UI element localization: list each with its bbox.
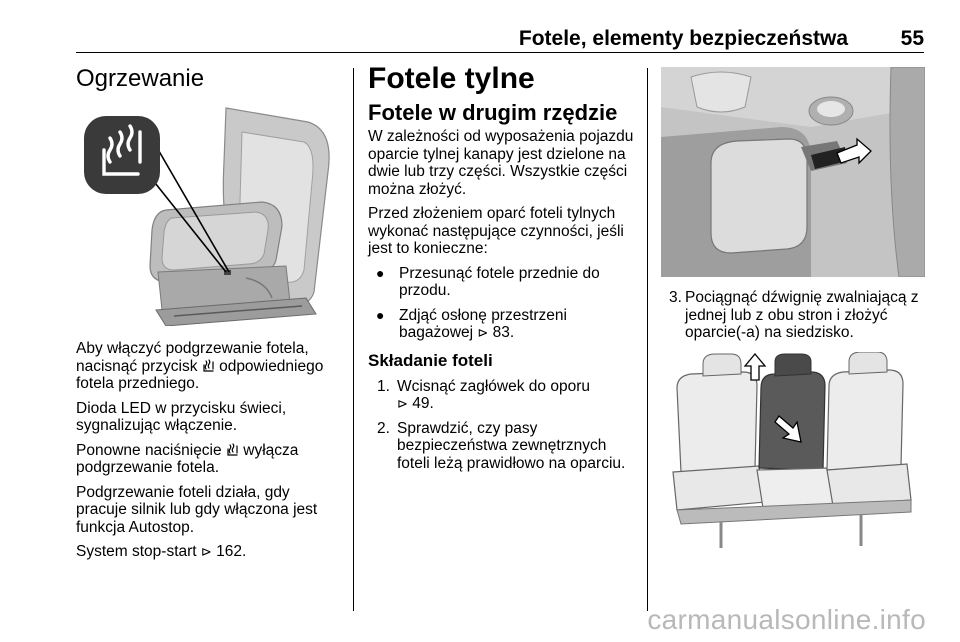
list-item: 2. Sprawdzić, czy pasy bezpieczeństwa zewnętrznych foteli leżą prawidłowo na oparciu. — [377, 419, 626, 472]
header-title: Fotele, elementy bezpieczeństwa — [518, 27, 848, 50]
header-rule — [76, 52, 924, 53]
release-lever-illustration — [661, 67, 925, 277]
list-item: ● Zdjąć osłonę przestrzeni bagażowej ⊳ 83. — [376, 306, 567, 341]
section-heading-heating: Ogrzewanie — [76, 65, 205, 92]
paragraph-heating-2: Dioda LED w przycisku świeci, sygnalizując włączenie. — [76, 399, 287, 434]
column-middle — [368, 60, 640, 479]
watermark-text: carmanualsonline.info — [647, 604, 926, 635]
page-header — [0, 0, 960, 60]
rear-seats-illustration — [661, 352, 917, 552]
page-number: 55 — [900, 27, 924, 50]
sub-heading: Fotele w drugim rzędzie — [368, 100, 618, 125]
reference-arrow-icon: ⊳ — [200, 544, 212, 559]
steps-list — [368, 378, 640, 473]
page-reference-link[interactable]: 83. — [492, 324, 515, 341]
folding-heading: Składanie foteli — [368, 350, 493, 370]
steps-list-continued — [661, 289, 926, 342]
bullet-icon: ● — [376, 264, 385, 281]
column-divider-2 — [647, 68, 648, 611]
heated-seat-icon — [226, 443, 239, 457]
bullet-icon: ● — [376, 306, 385, 323]
heated-seat-icon — [202, 359, 215, 373]
paragraph-heating-3: Ponowne naciśnięcie wyłącza podgrzewanie fotela. — [76, 441, 299, 476]
column-divider-1 — [353, 68, 354, 611]
paragraph-heating-4: Podgrzewanie foteli działa, gdy pracuje silnik lub gdy włączona jest funkcja Autostop. — [76, 483, 318, 536]
reference-arrow-icon: ⊳ — [397, 396, 408, 411]
paragraph-heating-5: System stop-start ⊳ 162. — [76, 543, 247, 560]
list-item: 1. Wcisnąć zagłówek do oporu ⊳ 49. — [377, 377, 590, 412]
chapter-heading: Fotele tylne — [368, 62, 535, 95]
paragraph-intro: W zależności od wyposażenia pojazdu oparcie tylnej kanapy jest dzielone na dwie lub trzy części. Wszystkie części można złożyć. — [368, 128, 634, 198]
front-seat-illustration — [76, 102, 340, 326]
paragraph-before: Przed złożeniem oparć foteli tylnych wykonać następujące czynności, jeśli jest to konieczne: — [368, 205, 624, 257]
reference-arrow-icon: ⊳ — [477, 325, 489, 340]
page-reference-link[interactable]: 49. — [412, 395, 434, 412]
column-left — [76, 60, 342, 568]
list-item: ● Przesunąć fotele przednie do przodu. — [376, 264, 600, 299]
list-item: 3. Pociągnąć dźwignię zwalniającą z jednej lub z obu stron i złożyć oparcie(-a) na siedzisko. — [669, 289, 919, 341]
column-right — [661, 60, 926, 552]
paragraph-heating-1: Aby włączyć podgrzewanie fotela, nacisnąć przycisk odpowiedniego fotela przedniego. — [76, 340, 324, 392]
page-reference-link[interactable]: 162. — [216, 543, 247, 560]
bullet-list — [368, 265, 640, 342]
